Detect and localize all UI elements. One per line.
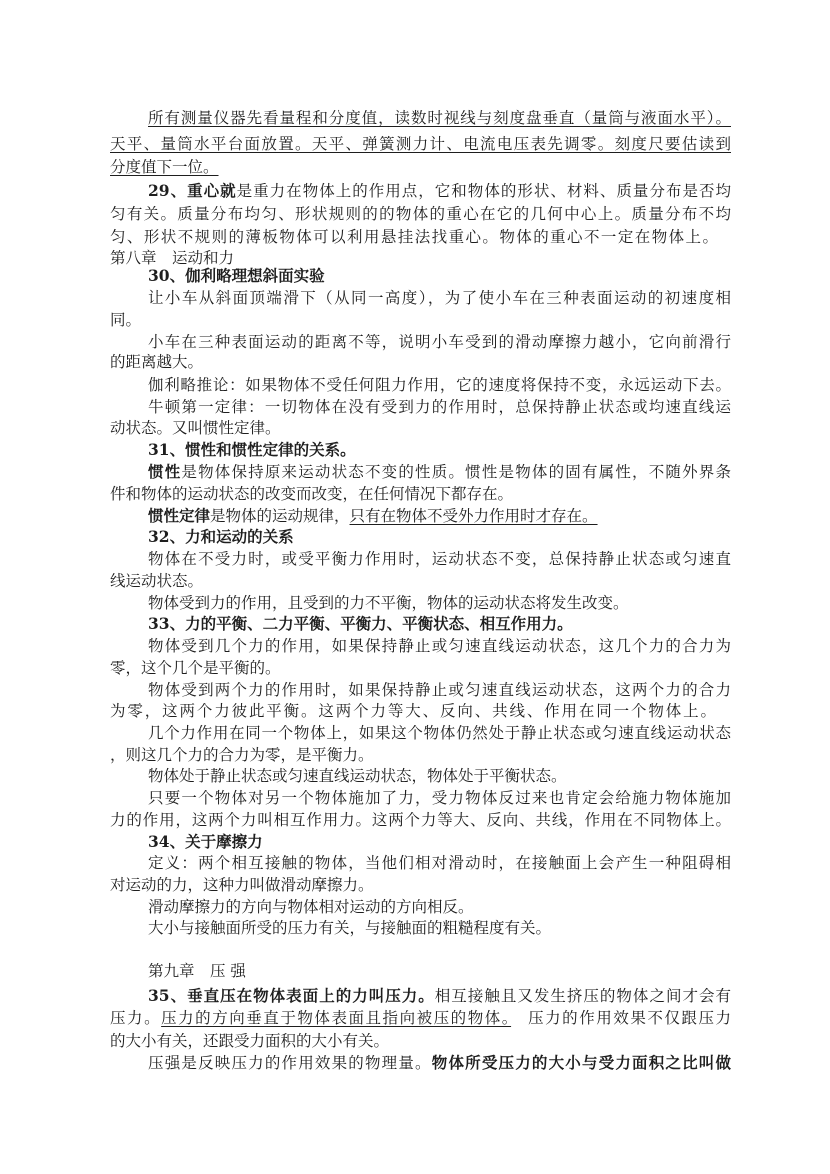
- text-line: [110, 417, 731, 439]
- chapter-title: 第九章 压 强: [148, 962, 246, 980]
- text-line: [148, 852, 731, 874]
- text-segment: 让小车从斜面顶端滑下（从同一高度），为了使小车在三种表面运动的初速度相: [148, 289, 731, 307]
- text-line: [148, 396, 731, 418]
- text-line: [148, 107, 731, 129]
- text-segment: 零，这个几个是平衡的。: [110, 659, 281, 677]
- text-segment: 定义：两个相互接触的物体，当他们相对滑动时，在接触面上会产生一种阻碍相: [148, 854, 731, 872]
- text-segment: 物体受到力的作用，且受到的力不平衡，物体的运动状态将发生改变。: [148, 594, 629, 612]
- text-segment: 伽利略推论：如果物体不受任何阻力作用，它的速度将保持不变，永远运动下去。: [148, 376, 731, 394]
- underlined-text: 所有测量仪器先看量程和分度值，读数时视线与刻度盘垂直（量筒与液面水平）。: [148, 109, 731, 127]
- text-line: [110, 226, 718, 248]
- text-segment: 件和物体的运动状态的改变而改变，在任何情况下都存在。: [110, 485, 514, 503]
- text-line: [110, 309, 731, 331]
- text-segment: 为零，这两个力彼此平衡。这两个力等大、反向、共线、作用在同一个物体上。: [110, 702, 716, 720]
- text-segment: 相互接触且又发生挤压的物体之间才会有: [434, 987, 731, 1005]
- text-segment: 物体在不受力时，或受平衡力作用时，运动状态不变，总保持静止状态或匀速直: [148, 550, 731, 568]
- text-line: [110, 483, 731, 505]
- text-line: [148, 896, 731, 918]
- text-segment: 物体受到几个力的作用，如果保持静止或匀速直线运动状态，这几个力的合力为: [148, 637, 731, 655]
- text-line: [148, 374, 731, 396]
- text-line: [148, 985, 731, 1007]
- section-title: 31、惯性和惯性定律的关系。: [148, 440, 356, 459]
- text-segment: 是重力在物体上的作用点，它和物体的形状、材料、质量分布是否均: [236, 182, 731, 200]
- text-line: [148, 722, 731, 744]
- text-segment: 几个力作用在同一个物体上，如果这个物体仍然处于静止状态或匀速直线运动状态: [148, 724, 731, 742]
- text-line: [110, 570, 731, 592]
- text-segment: 是物体的运动规律，: [210, 507, 350, 525]
- section-title: 34、关于摩擦力: [148, 832, 263, 851]
- text-segment: 牛顿第一定律：一切物体在没有受到力的作用时，总保持静止状态或均速直线运: [148, 398, 731, 416]
- text-segment: ，则这几个力的合力为零，是平衡力。: [110, 746, 374, 764]
- text-line: [110, 657, 731, 679]
- text-line: [148, 287, 731, 309]
- text-segment: 物体受到两个力的作用时，如果保持静止或匀速直线运动状态，这两个力的合力: [148, 681, 731, 699]
- text-line: [110, 351, 731, 373]
- text-segment: 滑动摩擦力的方向与物体相对运动的方向相反。: [148, 898, 474, 916]
- text-segment: 匀有关。质量分布均匀、形状规则的的物体的重心在它的几何中心上。质量分布不均: [110, 205, 731, 223]
- section-heading: [148, 526, 731, 548]
- text-segment: 压力的作用效果不仅跟压力: [511, 1009, 731, 1027]
- text-line: [148, 917, 731, 939]
- underlined-text: 天平、量筒水平台面放置。天平、弹簧测力计、电流电压表先调零。刻度尺要估读到: [110, 135, 731, 153]
- text-segment: 物体处于静止状态或匀速直线运动状态，物体处于平衡状态。: [148, 767, 567, 785]
- underlined-text: 只有在物体不受外力作用时才存在。: [349, 507, 598, 525]
- text-segment: 线运动状态。: [110, 572, 204, 590]
- text-line: [148, 331, 731, 353]
- text-segment: 力的作用，这两个力叫相互作用力。这两个力等大、反向、共线，作用在不同物体上。: [110, 811, 731, 829]
- bold-term: 35、垂直压在物体表面上的力叫压力。: [148, 986, 435, 1005]
- underlined-text: 压力的方向垂直于物体表面且指向被压的物体。: [161, 1009, 512, 1027]
- bold-term: 惯性: [148, 462, 182, 481]
- text-segment: 大小与接触面所受的压力有关，与接触面的粗糙程度有关。: [148, 919, 552, 937]
- text-line: [110, 1030, 731, 1052]
- text-segment: 对运动的力，这种力叫做滑动摩擦力。: [110, 876, 374, 894]
- section-heading: [148, 831, 731, 853]
- text-segment: 动状态。又叫惯性定律。: [110, 419, 281, 437]
- section-title: 32、力和运动的关系: [148, 527, 294, 546]
- text-segment: 的大小有关，还跟受力面积的大小有关。: [110, 1032, 390, 1050]
- chapter-title: 第八章 运动和力: [110, 249, 235, 267]
- text-segment: 是物体保持原来运动状态不变的性质。惯性是物体的固有属性，不随外界条: [181, 463, 731, 481]
- text-line: [148, 505, 731, 527]
- text-segment: 压强是反映压力的作用效果的物理量。: [148, 1054, 432, 1072]
- text-line: [148, 548, 731, 570]
- text-line: [148, 787, 731, 809]
- text-line: [148, 461, 731, 483]
- bold-term: 惯性定律: [148, 506, 211, 525]
- item-number-term: 29、重心就: [148, 181, 237, 200]
- text-line: [110, 700, 716, 722]
- text-segment: 的距离越大。: [110, 353, 204, 371]
- section-title: 33、力的平衡、二力平衡、平衡力、平衡状态、相互作用力。: [148, 614, 573, 633]
- text-segment: 匀、形状不规则的薄板物体可以利用悬挂法找重心。物体的重心不一定在物体上。: [110, 228, 718, 246]
- text-line: [148, 1052, 731, 1074]
- section-heading: [148, 439, 731, 461]
- text-segment: 只要一个物体对另一个物体施加了力，受力物体反过来也肯定会给施力物体施加: [148, 789, 731, 807]
- text-line: [110, 203, 731, 225]
- text-line: [110, 809, 731, 831]
- text-line: [148, 679, 731, 701]
- text-line: [148, 635, 731, 657]
- text-line: [148, 180, 731, 202]
- section-title: 30、伽利略理想斜面实验: [148, 266, 325, 285]
- text-segment: 同。: [110, 311, 142, 329]
- text-line: [148, 765, 731, 787]
- section-heading: [148, 613, 731, 635]
- text-segment: 小车在三种表面运动的距离不等，说明小车受到的滑动摩擦力越小，它向前滑行: [148, 333, 731, 351]
- text-line: [110, 744, 731, 766]
- text-line: [110, 156, 731, 178]
- underlined-text: 分度值下一位。: [110, 158, 219, 176]
- text-line: [148, 592, 731, 614]
- text-line: [110, 133, 731, 155]
- text-line: [110, 1007, 731, 1029]
- text-line: [110, 874, 731, 896]
- section-heading: [148, 265, 731, 287]
- chapter-heading: [148, 960, 731, 982]
- text-segment: 压力。: [110, 1009, 162, 1027]
- bold-term: 物体所受压力的大小与受力面积之比叫做: [431, 1053, 731, 1072]
